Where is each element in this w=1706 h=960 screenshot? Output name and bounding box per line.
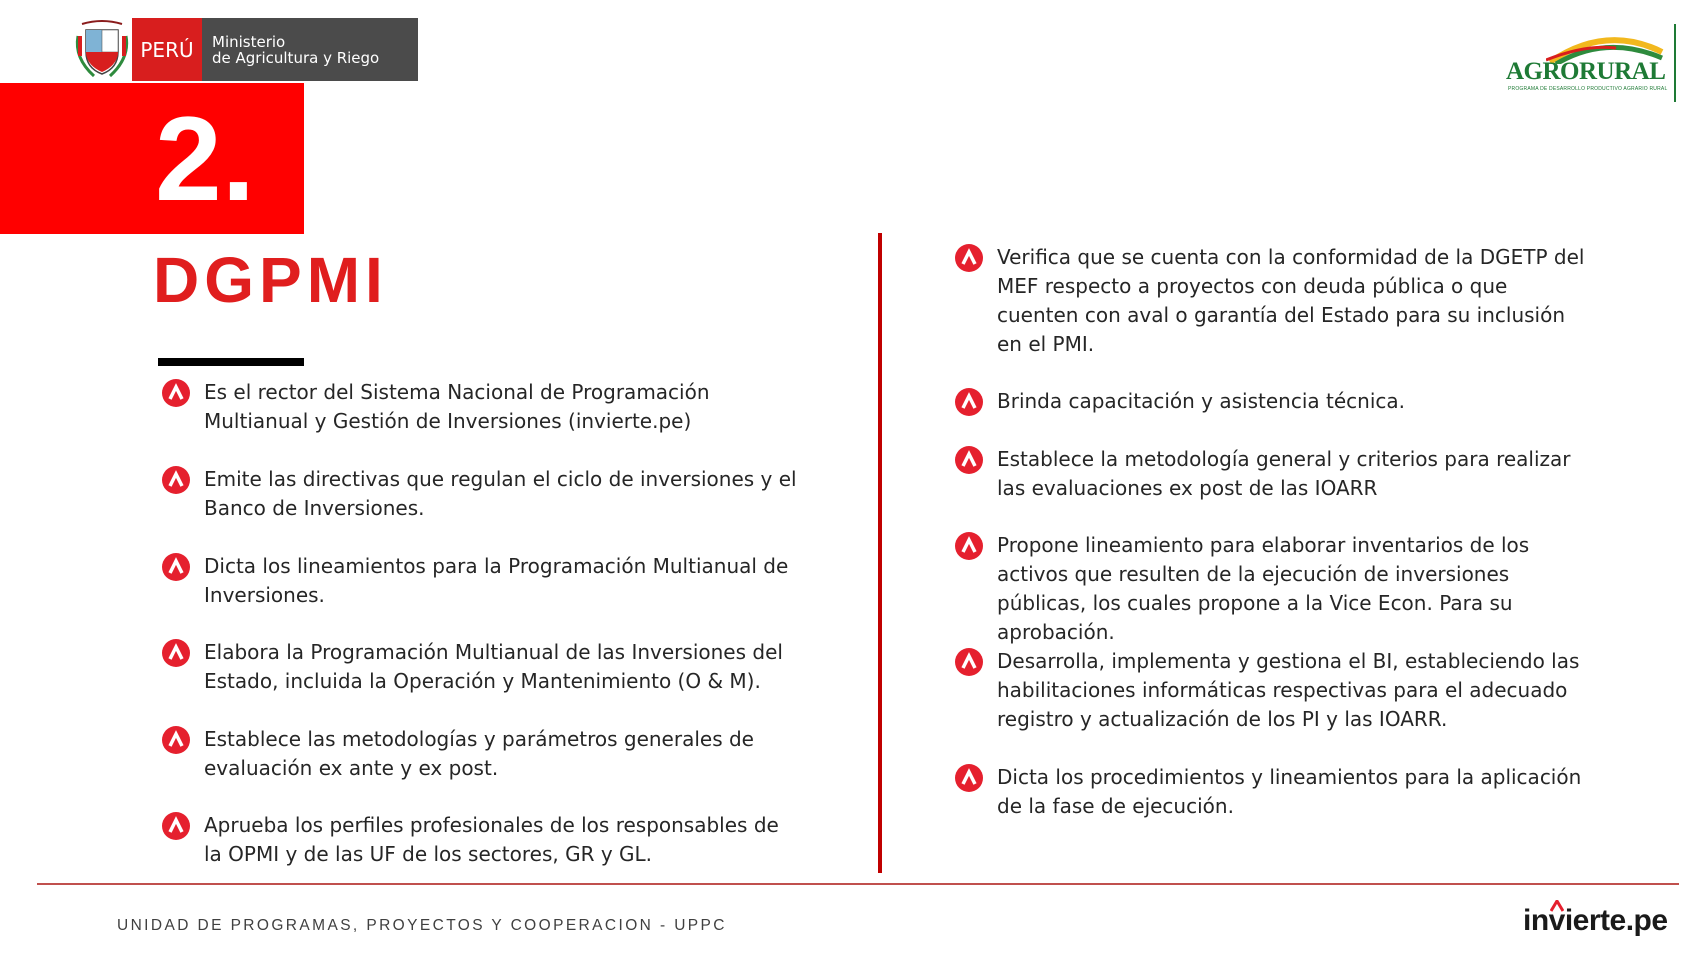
list-item-text: Dicta los procedimientos y lineamientos para la aplicación de la fase de ejecución. [997,765,1582,818]
list-item [955,387,1595,416]
list-item [162,638,802,696]
agrorural-subtitle: PROGRAMA DE DESARROLLO PRODUCTIVO AGRARIO RURAL [1508,86,1668,92]
list-item [955,445,1595,503]
ministry-line-1: Ministerio [212,32,286,51]
agrorural-divider [1674,24,1676,102]
list-item [162,811,802,869]
list-item-text: Emite las directivas que regulan el ciclo de inversiones y el Banco de Inversiones. [204,467,797,520]
ministry-name [202,18,418,81]
page-title: DGPMI [153,244,388,316]
list-item [955,763,1595,821]
list-item-text: Aprueba los perfiles profesionales de los responsables de la OPMI y de las UF de los sectores, GR y GL. [204,813,779,866]
list-item-text: Es el rector del Sistema Nacional de Programación Multianual y Gestión de Inversiones (invierte.pe) [204,380,710,433]
ministry-line-2: de Agricultura y Riego [212,48,380,67]
agrorural-wordmark: AGRORURAL [1506,58,1666,85]
list-item-text: Desarrolla, implementa y gestiona el BI, estableciendo las habilitaciones informáticas respectivas para el adecuado registro y actualización de los PI y las IOARR. [997,649,1580,731]
invierte-caret-icon [955,532,983,560]
list-item-text: Establece la metodología general y criterios para realizar las evaluaciones ex post de las IOARR [997,447,1571,500]
list-item-text: Brinda capacitación y asistencia técnica. [997,389,1405,413]
peru-label: PERÚ [132,18,202,81]
list-item [162,725,802,783]
list-item [955,647,1595,734]
list-item-text: Establece las metodologías y parámetros generales de evaluación ex ante y ex post. [204,727,754,780]
invierte-caret-icon [162,466,190,494]
section-number-block [0,83,304,234]
list-item-text: Verifica que se cuenta con la conformidad de la DGETP del MEF respecto a proyectos con deuda pública o que cuenten con aval o garantía del Estado para su inclusión en el PMI. [997,245,1585,356]
list-item-text: Dicta los lineamientos para la Programación Multianual de Inversiones. [204,554,789,607]
invierte-caret-icon [955,388,983,416]
column-divider [878,233,882,873]
invierte-caret-icon [162,379,190,407]
list-item-text: Elabora la Programación Multianual de las Inversiones del Estado, incluida la Operación y Mantenimiento (O & M). [204,640,783,693]
invierte-caret-icon [162,726,190,754]
title-underline [158,358,304,366]
invierte-caret-icon [955,244,983,272]
list-item [955,531,1595,647]
invierte-logo: invierte.pe [1523,904,1668,937]
invierte-caret-icon [162,639,190,667]
section-number: 2. [155,92,256,226]
agrorural-logo [1506,24,1676,102]
list-item [162,552,802,610]
invierte-caret-icon [955,648,983,676]
list-item [162,465,802,523]
footer-divider [37,883,1679,885]
invierte-caret-icon [162,812,190,840]
invierte-caret-icon [162,553,190,581]
ministry-logo [72,18,418,81]
invierte-caret-icon [955,764,983,792]
list-item [955,243,1595,359]
invierte-caret-icon [955,446,983,474]
list-item-text: Propone lineamiento para elaborar inventarios de los activos que resulten de la ejecución de inversiones públicas, los cuales propone a la Vice Econ. Para su aprobación. [997,533,1530,644]
footer-unit-label: UNIDAD DE PROGRAMAS, PROYECTOS Y COOPERACION - UPPC [117,917,727,934]
peru-coat-of-arms-icon [72,18,132,81]
list-item [162,378,802,436]
